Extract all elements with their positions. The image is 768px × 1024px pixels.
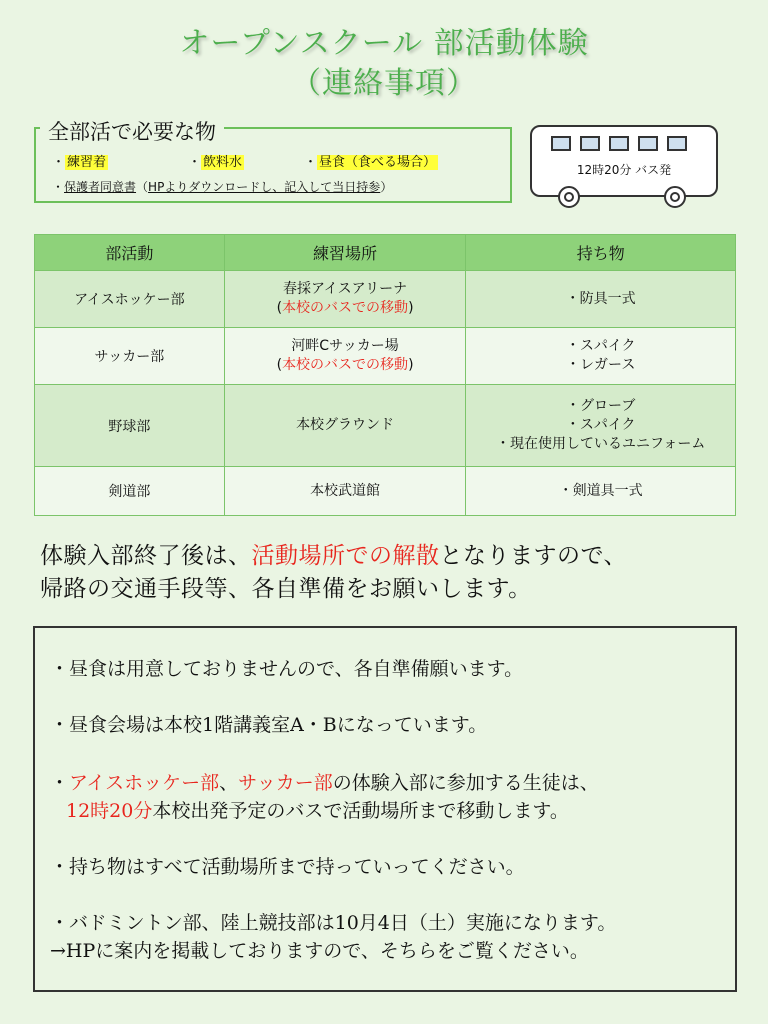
requirement-item: ・ 練習着 xyxy=(52,155,107,170)
club-name: サッカー部 xyxy=(35,328,225,385)
info-other-clubs: ・バドミントン部、陸上競技部は10月4日（土）実施になります。 xyxy=(50,912,617,934)
requirement-item: ・ 昼食（食べる場合） xyxy=(304,155,437,170)
bus-wheel-icon xyxy=(558,186,580,208)
info-bus-transfer: ・アイスホッケー部、サッカー部の体験入部に参加する生徒は、 xyxy=(50,772,599,794)
club-name: アイスホッケー部 xyxy=(35,271,225,328)
info-hp-link: →HPに案内を掲載しておりますので、そちらをご覧ください。 xyxy=(50,940,589,962)
info-lunch: ・昼食は用意しておりませんので、各自準備願います。 xyxy=(50,658,524,680)
table-row xyxy=(35,271,736,328)
info-bus-transfer-cont: 12時20分本校出発予定のバスで活動場所まで移動します。 xyxy=(66,800,569,822)
table-row xyxy=(35,385,736,467)
requirements-heading: 全部活で必要な物 xyxy=(40,116,224,146)
belongings: ・防具一式 xyxy=(466,271,736,328)
practice-place: 春採アイスアリーナ (本校のバスでの移動) xyxy=(224,271,466,328)
info-belongings: ・持ち物はすべて活動場所まで持っていってください。 xyxy=(50,856,525,878)
column-header: 持ち物 xyxy=(466,235,736,271)
table-header-row xyxy=(35,235,736,271)
column-header: 部活動 xyxy=(35,235,225,271)
practice-place: 本校グラウンド xyxy=(224,385,466,467)
practice-place: 河畔Cサッカー場 (本校のバスでの移動) xyxy=(224,328,466,385)
bus-illustration xyxy=(530,125,720,215)
practice-place: 本校武道館 xyxy=(224,467,466,516)
belongings: ・グローブ ・スパイク ・現在使用しているユニフォーム xyxy=(466,385,736,467)
dismissal-notice: 体験入部終了後は、活動場所での解散となりますので、 帰路の交通手段等、各自準備をお願いします。 xyxy=(40,543,628,602)
table-row xyxy=(35,328,736,385)
table-row xyxy=(35,467,736,516)
club-name: 剣道部 xyxy=(35,467,225,516)
club-activities-table xyxy=(34,234,736,516)
requirement-item: ・ 飲料水 xyxy=(188,155,243,170)
bus-window xyxy=(551,136,571,151)
club-name: 野球部 xyxy=(35,385,225,467)
page-subtitle: （連絡事項） xyxy=(291,66,477,101)
belongings: ・剣道具一式 xyxy=(466,467,736,516)
bus-window xyxy=(580,136,600,151)
bus-wheel-icon xyxy=(664,186,686,208)
belongings: ・スパイク ・レガース xyxy=(466,328,736,385)
page-title: オープンスクール 部活動体験 xyxy=(179,26,589,61)
bus-window xyxy=(667,136,687,151)
info-lunch-venue: ・昼食会場は本校1階講義室A・Bになっています。 xyxy=(50,714,488,736)
bus-departure-label: 12時20分 バス発 xyxy=(576,163,672,177)
column-header: 練習場所 xyxy=(224,235,466,271)
requirement-consent: ・保護者同意書（HPよりダウンロードし、記入して当日持参） xyxy=(52,180,393,194)
bus-window xyxy=(638,136,658,151)
bus-window xyxy=(609,136,629,151)
